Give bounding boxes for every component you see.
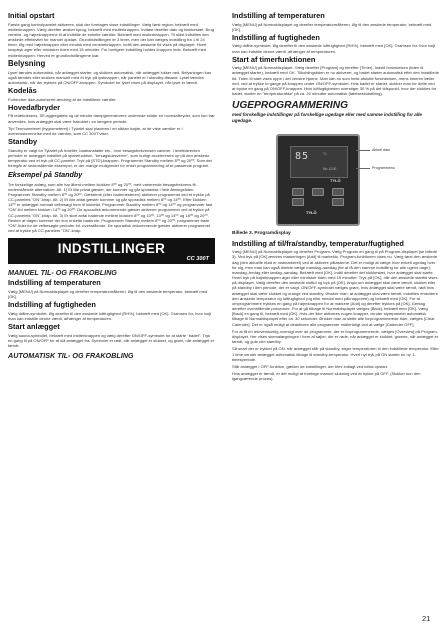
figure-caption: Billede 3. Programdisplay xyxy=(232,230,291,236)
weekly-programming-note: med forskellige indstillinger på forskellige ugedage eller med samme indstilling for alle ugedage. xyxy=(232,112,422,123)
banner-title: INDSTILLINGER xyxy=(57,241,166,257)
settings-banner xyxy=(8,238,215,264)
program-display-figure xyxy=(256,128,416,228)
banner-subtitle: CC 300T xyxy=(186,256,209,263)
section-body: Vælg [MENU] på Normaldisplayet. Vælg derefter [Program] og herefter [Timer]. Indstil forsinkelsen (tiden til anlægget starter), bekræft med OK. Tilkoblingstiden er nu aktiveret, og badet starter automatisk efter den indstillede tid. Tiden til start vises oppe i det venstre hjørne. Man kan nu som helst afslutte forsinkelsen, mens timeren tæller ned, ved at trykke to gange på knappen under ON/OFF-symbolet. Hvis badet er startet, slukker man for dette ved at trykke en gang på ON/OFF-knappen. Hvis luftfugtigheden overstiger 30 % på det tidspunkt, hvor der slukkes for badet, starter en "temperaturafdø" på ca. 20 minutter automatisk (følelsesindstilling). xyxy=(232,65,439,97)
section-title: Initial opstart xyxy=(8,11,55,20)
section-body: Vælg sauna-symbolet, bekræft med midterknappen og vælg derefter ON/OFF-symbolet for at starte "badet". Tryk én gang til på ON/OFF for at slå anlægget fra. Symbolet er rødt, når anlægget er slukket, og grønt, når anlægget er tændt. xyxy=(8,332,215,348)
callout-current-date: Aktuel dato xyxy=(372,147,390,152)
center-button xyxy=(312,188,324,196)
section-body: Vælg [MENU] på Normaldisplayet og derefter temperaturmålteren. Øg til den ønskede temperatur, bekræft med [OK]. xyxy=(8,288,208,299)
onoff-button xyxy=(332,198,344,206)
auto-heading: AUTOMATISK TIL- OG FRAKOBLING xyxy=(8,351,134,361)
callout-line xyxy=(356,168,370,169)
section-body: For at få en letoverskuelig oversigt over de programmer, der er forprogrammerede, vælges [Overview] på Program-displayet. Her vises skemalægningen i form af søjler, der er røde, når anlægget er slukket, grønne, når anlægget er tændt, og gule ved standby. xyxy=(232,328,439,345)
section-body: Vælg dråbe-symbolet. Øg derefter til den ønskede luftfugtighed (RH%), bekræft med [OK]. Gramsen for, hvor højt man kan indstille denne værdi, afhænger af temperaturen. xyxy=(232,43,435,54)
weekly-programming-heading: UGEPROGRAMMERING xyxy=(232,100,349,112)
section-title: Belysning xyxy=(8,58,46,68)
light-button xyxy=(292,198,304,206)
control-panel-illustration xyxy=(276,134,360,226)
example-body: Tre forskellige anlæg, som alle har åbent mellem klokken 8⁰⁰ og 20⁰⁰, med varierende besøgsfrekvens fit. nedenstående alternativer. Alt. 1) Et lille privat gæster, der kommer og går sporadisk i hele åbningstiden. Programmér Standby mellem 8⁰⁰ og 20⁰⁰. Gæsterne (eller bademesteren) aktiverer programmet ved et trykke på CC-panelets "ON"-knap. Alt. 2) Et lille antal gæster kommer og går sporadisk mellem 8⁰⁰ og 14⁰⁰. Efter klokken 14⁰⁰ er anlægget normalt velbesøgt frem til lukketid. Programmér Standby mellem 8⁰⁰ og 14⁰⁰ og programmér fast "ON"-tid mellem klokken 14⁰⁰ og 20⁰⁰. De sporadisk ankommende gæster aktiverer programmet ved at trykke på CC-panelets "ON"-knap. Alt. 3) Et stort antal badende mellem klokken 8⁰⁰ og 10⁰⁰, 13⁰⁰ og 14⁰⁰ og 18⁰⁰ og 20⁰⁰. Resten af dagen kommer der kun enkelte badende. Programmér Standby mellem 8⁰⁰ og 20⁰⁰, programmér faste "ON"-tider for de velbesøgte perioder iht. ovenstående. De sporadisk ankommende gæster aktiverer programmet ved at trykke på CC-panelets "ON"-knap. xyxy=(8,181,213,234)
left-column xyxy=(8,10,215,362)
manual-heading: MANUEL TIL- OG FRAKOBLING xyxy=(8,268,117,278)
right-column xyxy=(232,10,439,383)
section-body: Forhindrer ikke-autoriseret ændring af de indstillede værdier. xyxy=(8,96,117,102)
section-title: Kodelås xyxy=(8,86,37,96)
example-title: Eksempel på Standby xyxy=(8,170,83,180)
display-unit: °C xyxy=(323,151,327,156)
display-clock: Mo 12:00 xyxy=(323,166,337,171)
display-screen xyxy=(290,146,348,178)
section-body: Vælg [MENU] på Normaldisplayet og derefter temperaturmålteren. Øg til den ønskede temperatur, bekræft med [OK]. xyxy=(232,21,432,32)
page-number: 21 xyxy=(422,614,431,623)
section-body: Vælg [MENU] på Normaldisplayet og derefter Program. Vælg Program en gang til på Program-displayet (se billede 3). Ved tryk på [OK] ændres markeringen [Add] til markeklo. Program-funktionen vises nu. Vælg først den ønskede dag (den aktuelle blød er rødmarkeret) ved at aktivere påtasterne. Det er muligt at vælge hver enkelt ugedag hver for sig, men man kan også direkte vælge mandag–søndag (for at få den samme indstilling for alle ugens dage), mandag–fredag eller lørdag–søndag. Bekræft med [OK]. Indtil derefter det klokkeslæt, hvor anlægget skal starte. Hvert tryk på højreknappen øger eller mindsker tiden med 15 minutter. Tryk på [OK], når den ønskede starttid vises på displayet. Vælg derefter den ønskede sluttid og tryk på [OK]. Angiv om anlægget skal være tændt, slukket eller på standby i den periode, der er valgt. ON/OFF-symbolet vælges grønt, hvis anlægget skal være tændt, rødt hvis anlægget skal være slukket og orange ved standby. Ønsker man, at anlægget skal være tændt, indstilles endvidere den ønskede temperatur og luftfugtighed (og eller minddi med påknappome) og bekræft med [OK]. For at omprogrammere trykkes en gang på højreknappen for at markere [Add] og derefter trykkes på [OK]. Gentag derefter ovenstående procedure. For at gå tilbage til Normaldisplayet vælges [Back], bekræft med [OK]. Vælg [Back] en gang til, bekræft med [OK]. Hvis der ikke aktiveres nogen knapper, vender styrepanelet automatisk tilbage til Normaldisplayet efter ca. 30 sekunder. Ønsker man at slette alle forprogrammerede tider, vælges [Clear Calender]. Det er også muligt at deaktivere alle programmer midlertidigt ved at vælge [Calender OFF]. xyxy=(232,249,438,327)
callout-program-menu: Programmenu xyxy=(372,165,395,170)
section-title: Indstilling af temperaturen xyxy=(232,11,325,20)
section-title: Start anlægget xyxy=(8,322,60,331)
callout-line xyxy=(356,150,370,151)
section-body: Standby er valgt for Tylarlet på hoteller, badeanstalter etc., hvor besøgsfrekvensen varierer. I levetidsrenten perioder er anlægget indstillet på sparefunktion, "besøgsluksverne", som hurtigt accelererers op på den ønskede temperatur ved et tryk på CC-panelet. Tryk på [STD]-knappen. Programmér Standby mellem 8⁰⁰ og 20⁰⁰. Som det fremgår af nedenstående eksempel, er der mange muligheder for enkel programmering af et passende program. xyxy=(8,147,212,169)
panel-logo: TYLÖ xyxy=(306,209,317,215)
section-body: Står anlægget i OFF-funktion, gælder de indstillinger, der blev indlagt ved initial opstart. xyxy=(232,363,389,369)
section-body: På relæboksens, SE-aggregatets og de mindre dampgeneratorers underside sidder en hovedafbryder, som kun bør anvendes, hvis anlægget skal være frakoblet i en længere periode. xyxy=(8,113,215,124)
section-title: Indstilling af temperaturen xyxy=(8,278,101,288)
display-temperature: 85 xyxy=(295,150,310,162)
section-body: Lyset tændes automatisk, når anlægget starter, og slukkes automatisk, når anlægget lukker ned. Belysningen kan også tændes eller slukkes manuelt med et tryk på lysknappen, når panelet er i standby-tilstand. Lyset tændes automatisk, når der trykkes på ON/OFF-knappen. Symbolet for lyset vises på displayet, når lyset er tændt. xyxy=(8,69,212,86)
left-button xyxy=(292,188,304,196)
section-title: Start af timerfunktionen xyxy=(232,54,316,64)
section-body: Vælg dråbe-symbolet. Øg derefter til den ønskede luftfugtighed (RH%), bekræft med [OK]. Gramsen for, hvor højt man kan indstille denne værdi, afhænger af temperaturen. xyxy=(8,310,211,321)
section-title: Standby xyxy=(8,137,38,147)
tip-text: Tip! Termometeret (hygrometeret) i Tylarlet skal placeres i en sådan højde, at de viste værdier er i overensstemmelse med de værdier, som CC 300T viser. xyxy=(8,125,183,136)
section-body: Så snart der er trykket på ON, når anlægget står på standby, stiger temperaturen til den indstillede temperatur. Efter 1 time vender anlægget automatisk tilbage til standby-temperatur. Hvert nyt tryk på ON starter en ny 1-timesperiode. xyxy=(232,346,439,362)
section-title: Indstilling af fugtigheden xyxy=(8,300,96,310)
right-button xyxy=(332,188,344,196)
section-title: Indstilling af fugtigheden xyxy=(232,32,320,42)
section-title: Indstilling af til/fra/standby, temperatur/fugtighed xyxy=(232,238,404,248)
panel-brand: TYLÖ xyxy=(330,177,341,183)
section-body: Hvis anlægget er tændt, er det muligt at foretage manuel slukning ved at trykke på OFF. (Slukker kun den igangværende proces). xyxy=(232,371,421,382)
section-title: Hovedafbryder xyxy=(8,102,61,112)
section-body: Første gang kontrolpanelet aktiveres, skal der foretages visse indstillinger. Vælg først region, bekræft med midterknappen. Vælg derefter ønsket sprog, bekræft med midterknappen. Indtast derefter dato og klokkeslæt. Brug venstre- og højreknapperne til at indstille de enkelte værdier. Bekræft med midterknappen. Til sidst indstilles den ønskede effektivitet for manuel opstart. Grundindstillingen er 3 timer, men der kan vælges indstilling fra 1 til 24 timer. Øg med højreknappen eller mindsk med venstreknappen, indtil den ønskede tid vises på displayet. Hvert knaptryk øger eller mindsker tiden med 15 minutter. For hurtigere indstilling holdes knappen inde. Bekræft med midterknappen. Herved er grundindstillingerne klar. xyxy=(8,21,215,58)
